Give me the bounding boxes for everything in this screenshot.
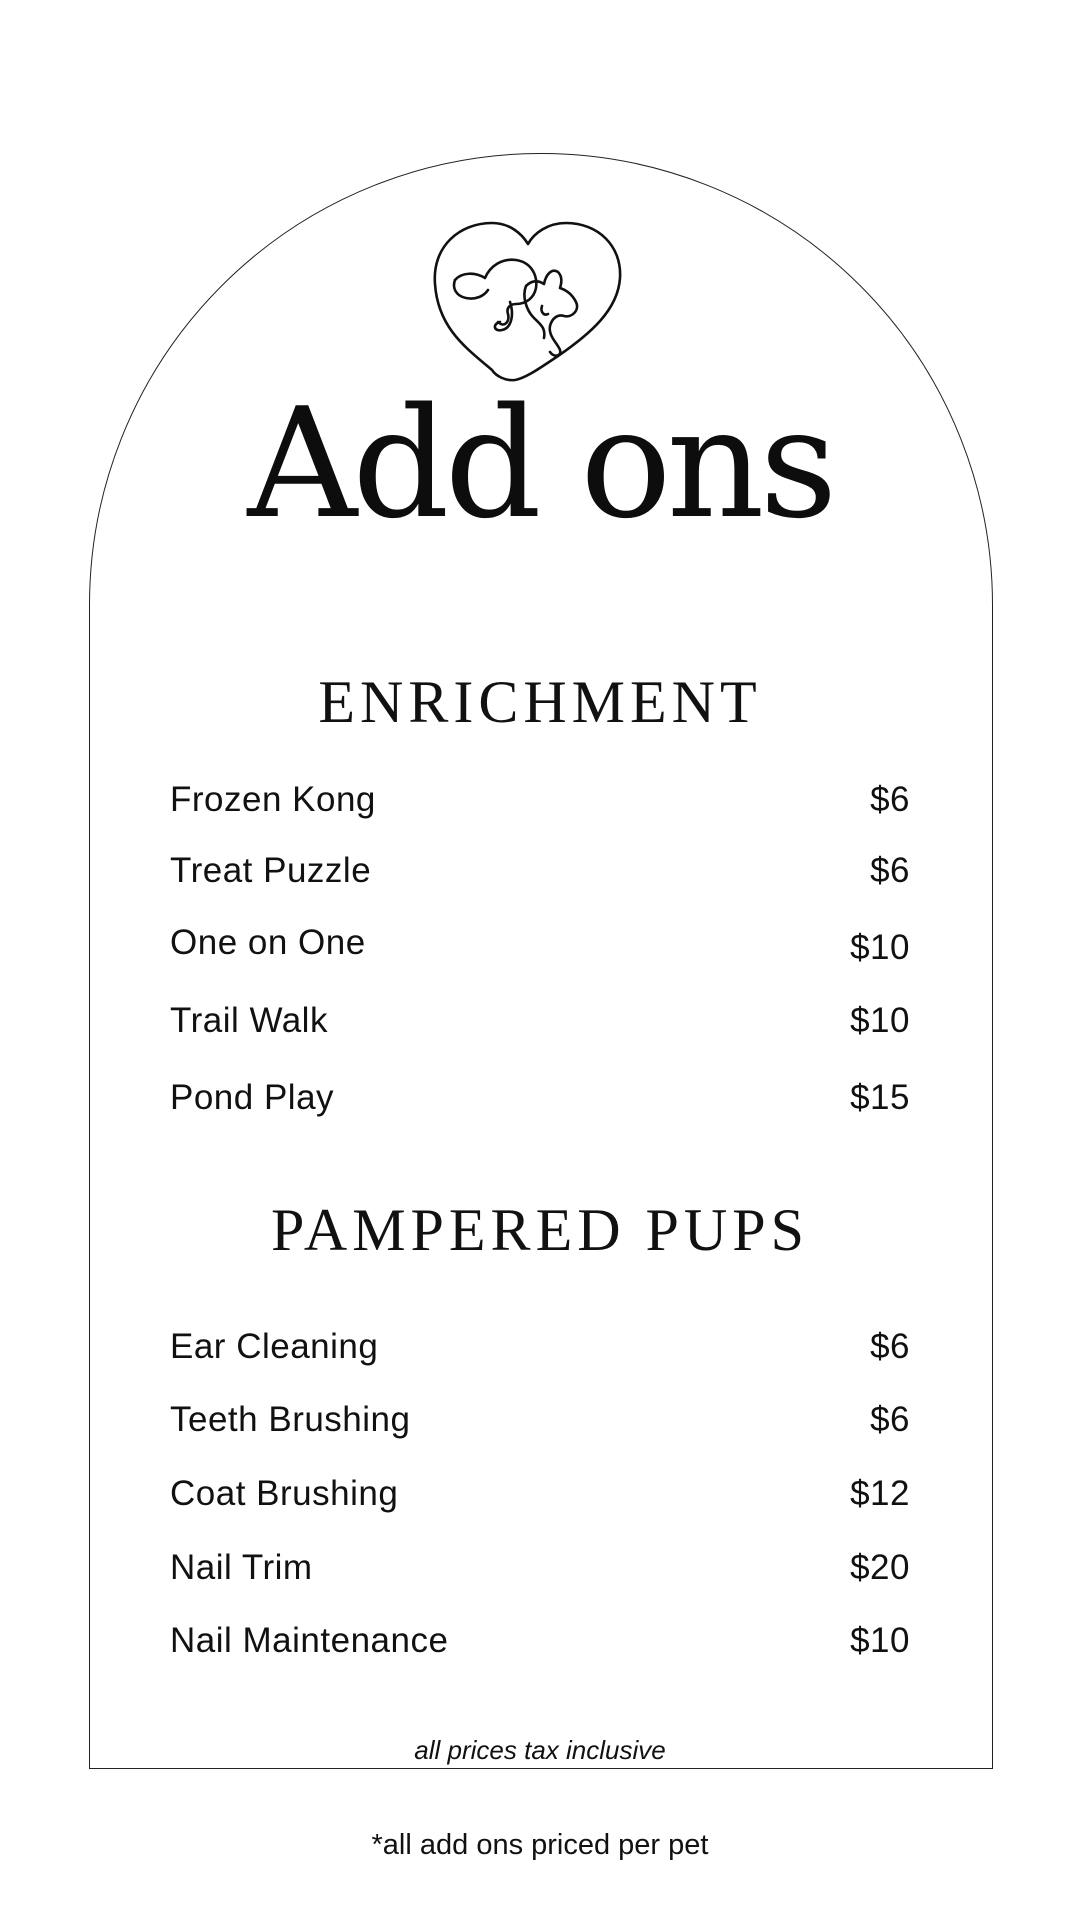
menu-item (170, 782, 910, 817)
menu-item-price: $6 (870, 1327, 910, 1366)
page-title: Add ons (247, 375, 833, 552)
menu-item-name: Teeth Brushing (170, 1400, 411, 1439)
menu-item-price: $6 (870, 780, 910, 819)
menu-item (170, 1476, 910, 1511)
menu-item-price: $10 (850, 1621, 910, 1660)
menu-item (170, 923, 910, 967)
menu-item (170, 1402, 910, 1437)
menu-item (170, 1003, 910, 1038)
menu-item-price: $6 (870, 1400, 910, 1439)
menu-item (170, 853, 910, 888)
menu-item-price: $12 (850, 1474, 910, 1513)
menu-item-price: $10 (850, 928, 910, 967)
section-heading-enrichment: ENRICHMENT (318, 669, 762, 735)
menu-item-price: $6 (870, 851, 910, 890)
menu-item-price: $15 (850, 1078, 910, 1117)
heart-dog-cat-logo-icon (430, 218, 626, 384)
menu-item-name: Frozen Kong (170, 780, 376, 819)
menu-item-name: Coat Brushing (170, 1474, 399, 1513)
tax-note: all prices tax inclusive (414, 1735, 666, 1765)
menu-item (170, 1329, 910, 1364)
section-heading-pampered-pups: PAMPERED PUPS (271, 1197, 809, 1263)
menu-item-price: $10 (850, 1001, 910, 1040)
menu-item-name: Pond Play (170, 1078, 335, 1117)
menu-item-name: Treat Puzzle (170, 851, 372, 890)
menu-item (170, 1550, 910, 1585)
menu-item-price: $20 (850, 1548, 910, 1587)
menu-item (170, 1080, 910, 1115)
menu-item-name: Nail Maintenance (170, 1621, 449, 1660)
menu-item (170, 1623, 910, 1658)
menu-item-name: Trail Walk (170, 1001, 328, 1040)
footnote: *all add ons priced per pet (371, 1829, 709, 1861)
menu-item-name: Ear Cleaning (170, 1327, 379, 1366)
menu-item-name: Nail Trim (170, 1548, 313, 1587)
menu-item-name: One on One (170, 923, 366, 962)
